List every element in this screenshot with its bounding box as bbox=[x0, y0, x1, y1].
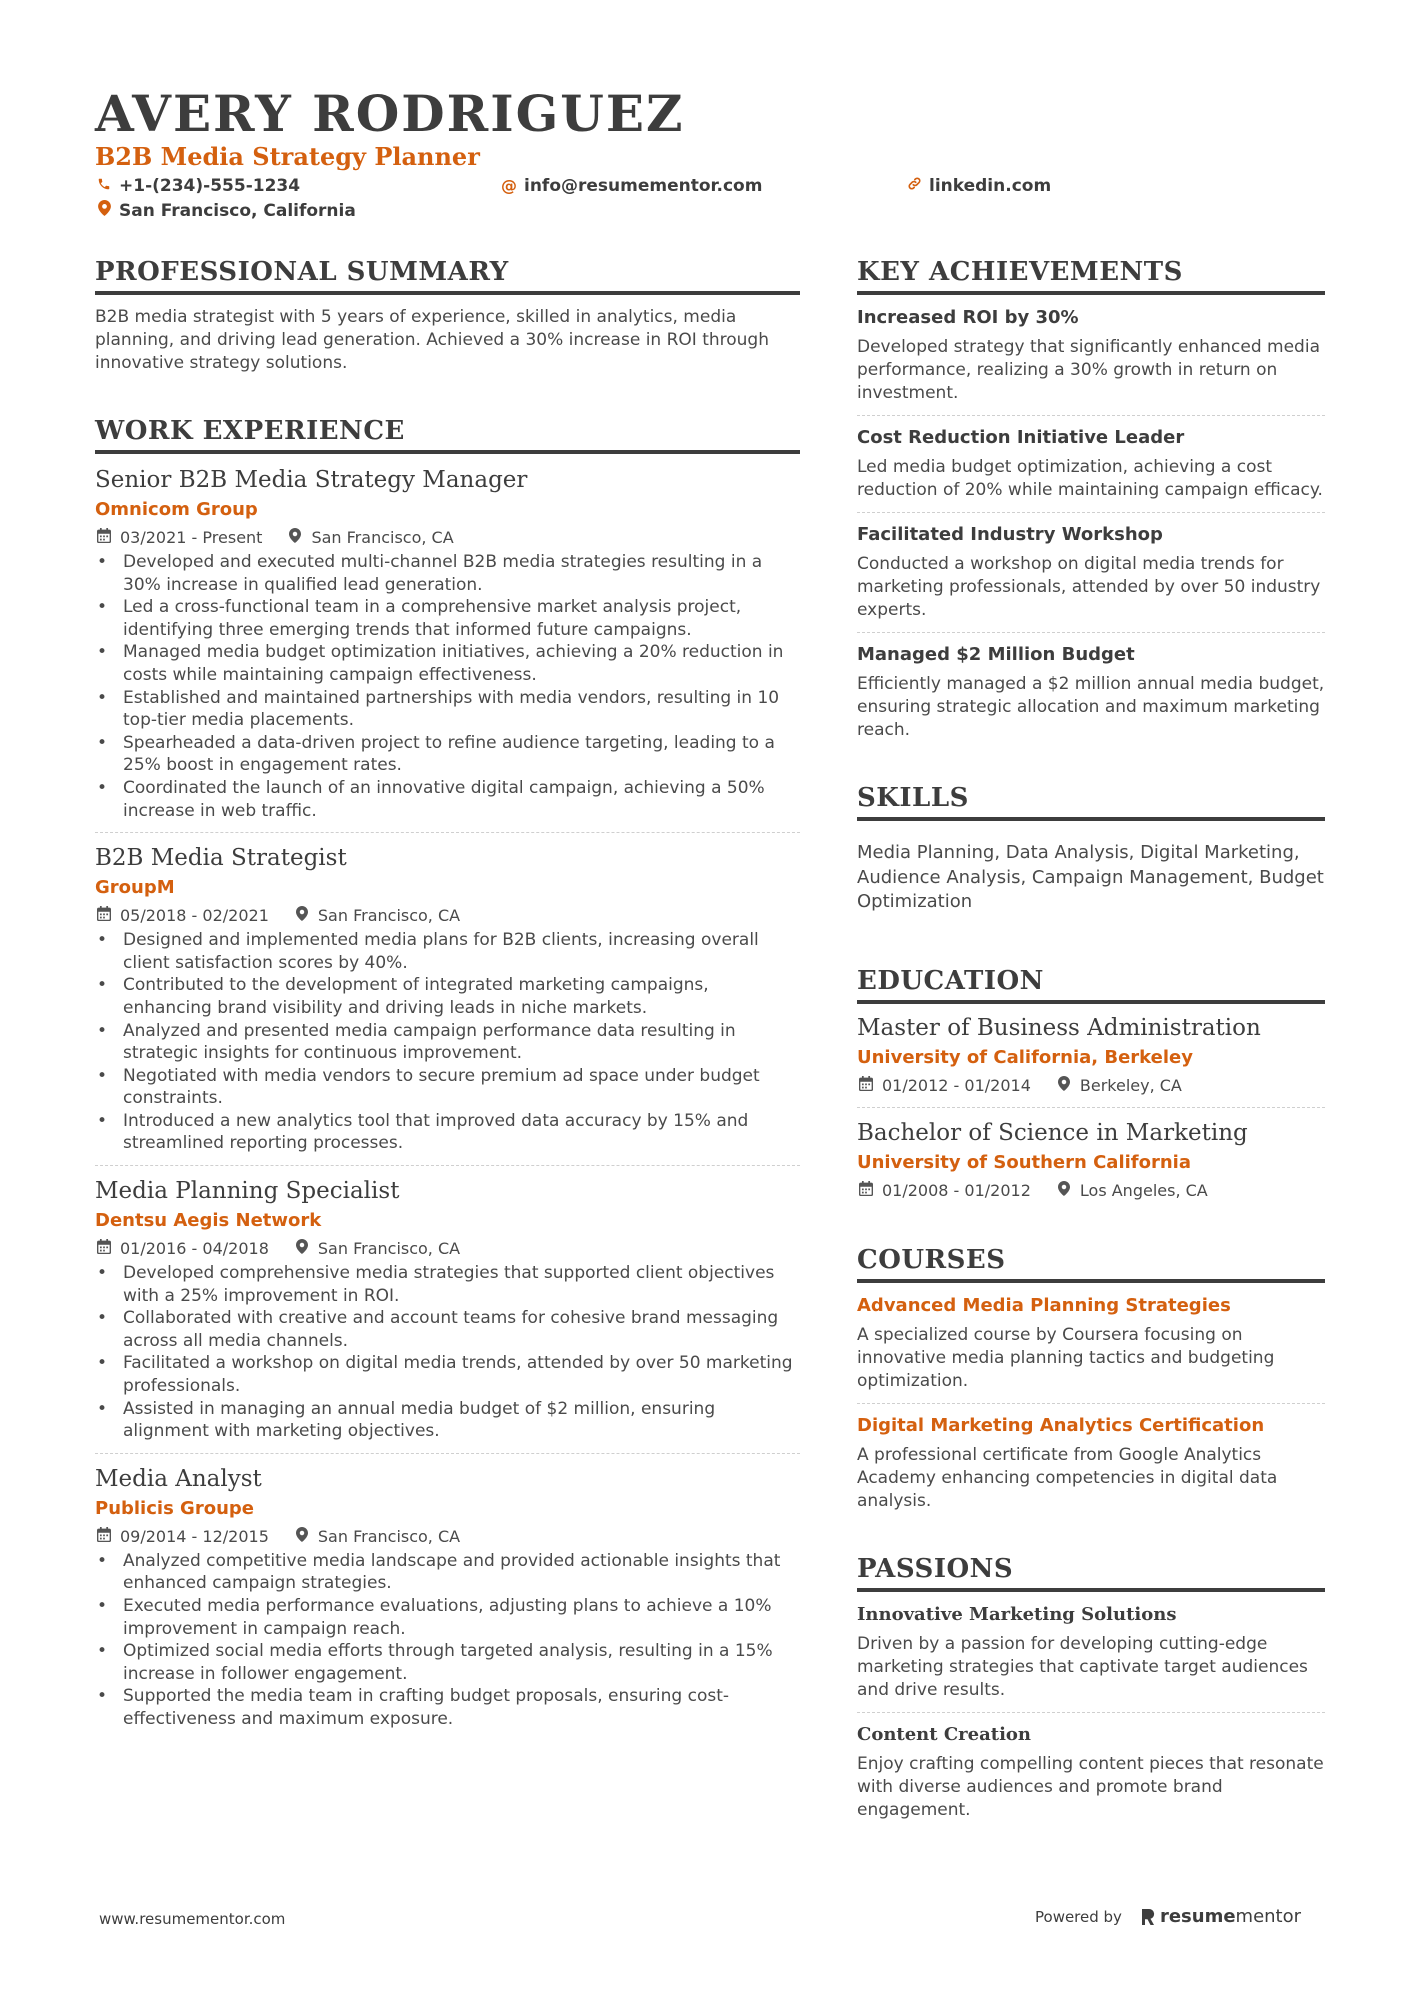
skills-text: Media Planning, Data Analysis, Digital Marketing, Audience Analysis, Campaign Management, Budget Optimization bbox=[857, 842, 1324, 912]
education-section bbox=[857, 965, 1325, 1202]
job-title: B2B Media Strategist bbox=[95, 845, 347, 872]
bullet-item: • Managed media budget optimization initiatives, achieving a 20% reduction in costs while maintaining campaign effectiveness. bbox=[95, 641, 800, 686]
contact-phone[interactable] bbox=[95, 175, 300, 197]
footer-url[interactable]: www.resumementor.com bbox=[99, 1910, 286, 1928]
job-entry bbox=[95, 1176, 800, 1443]
meta-location: San Francisco, CA bbox=[317, 906, 461, 926]
job-title: Media Analyst bbox=[95, 1465, 262, 1492]
divider bbox=[95, 1165, 800, 1166]
divider bbox=[857, 632, 1325, 633]
job-bullets bbox=[95, 1550, 800, 1731]
meta-location: Los Angeles, CA bbox=[1079, 1180, 1208, 1200]
course-text: A professional certificate from Google Analytics Academy enhancing competencies in digital data analysis. bbox=[857, 1444, 1278, 1511]
calendar-icon bbox=[95, 1526, 113, 1548]
date-range: 09/2014 - 12/2015 bbox=[120, 1526, 269, 1546]
achievement-item bbox=[857, 426, 1325, 502]
map-pin-icon bbox=[293, 1526, 311, 1548]
meta-location: San Francisco, CA bbox=[317, 1239, 461, 1259]
left-column bbox=[95, 256, 800, 1731]
link-icon bbox=[905, 175, 923, 197]
skills-section bbox=[857, 782, 1325, 915]
meta-row bbox=[95, 527, 800, 549]
job-title: Senior B2B Media Strategy Manager bbox=[95, 467, 528, 493]
section-title: COURSES bbox=[857, 1244, 1325, 1283]
phone-icon bbox=[95, 175, 113, 197]
achievement-list bbox=[857, 306, 1325, 742]
divider bbox=[857, 415, 1325, 416]
contact-linkedin[interactable] bbox=[905, 175, 1051, 197]
calendar-icon bbox=[857, 1075, 875, 1097]
date-range: 03/2021 - Present bbox=[120, 528, 263, 547]
phone-text: +1-(234)-555-1234 bbox=[119, 176, 301, 196]
bullet-item: • Contributed to the development of integrated marketing campaigns, enhancing brand visibility and driving leads in niche markets. bbox=[95, 974, 800, 1019]
meta-location: Berkeley, CA bbox=[1079, 1075, 1182, 1095]
achievement-text: Efficiently managed a $2 million annual media budget, ensuring strategic allocation and maximum marketing reach. bbox=[857, 674, 1325, 740]
date-range: 05/2018 - 02/2021 bbox=[120, 906, 269, 926]
passion-list bbox=[857, 1603, 1325, 1822]
calendar-icon bbox=[95, 527, 113, 549]
meta-location: San Francisco, CA bbox=[317, 1526, 461, 1546]
bullet-item: • Supported the media team in crafting budget proposals, ensuring cost-effectiveness and maximum exposure. bbox=[95, 1685, 800, 1730]
job-title: Media Planning Specialist bbox=[95, 1178, 400, 1205]
bullet-item: • Negotiated with media vendors to secure premium ad space under budget constraints. bbox=[95, 1065, 800, 1110]
divider bbox=[857, 1107, 1325, 1108]
company-name: Publicis Groupe bbox=[95, 1497, 254, 1519]
bullet-item: • Designed and implemented media plans for B2B clients, increasing overall client satisfaction scores by 40%. bbox=[95, 929, 800, 974]
bullet-item: • Developed and executed multi-channel B2B media strategies resulting in a 30% increase in qualified lead generation. bbox=[95, 551, 800, 596]
passion-title: Innovative Marketing Solutions bbox=[857, 1603, 1177, 1625]
courses-section bbox=[857, 1244, 1325, 1513]
divider bbox=[95, 1453, 800, 1454]
job-entry bbox=[95, 843, 800, 1155]
divider bbox=[857, 1712, 1325, 1713]
achievement-title: Cost Reduction Initiative Leader bbox=[857, 427, 1185, 448]
contact-email[interactable] bbox=[500, 175, 762, 197]
section-title: PASSIONS bbox=[857, 1553, 1325, 1592]
map-pin-icon bbox=[95, 200, 113, 222]
company-name: Dentsu Aegis Network bbox=[95, 1210, 322, 1232]
calendar-icon bbox=[857, 1180, 875, 1202]
meta-row bbox=[95, 1238, 800, 1260]
education-item bbox=[857, 1013, 1325, 1097]
job-bullets bbox=[95, 551, 800, 822]
bullet-item: • Introduced a new analytics tool that improved data accuracy by 15% and streamlined reporting processes. bbox=[95, 1110, 800, 1155]
divider bbox=[857, 1403, 1325, 1404]
achievement-title: Facilitated Industry Workshop bbox=[857, 524, 1163, 545]
section-title: WORK EXPERIENCE bbox=[95, 415, 800, 454]
company-name: GroupM bbox=[95, 877, 175, 899]
passion-item bbox=[857, 1603, 1325, 1702]
powered-by bbox=[1035, 1906, 1301, 1927]
passions-section bbox=[857, 1553, 1325, 1822]
achievements-section bbox=[857, 256, 1325, 742]
job-entry bbox=[95, 1464, 800, 1731]
company-name: Omnicom Group bbox=[95, 499, 258, 520]
passion-item bbox=[857, 1723, 1325, 1822]
bullet-item: • Analyzed and presented media campaign performance data resulting in strategic insights for continuous improvement. bbox=[95, 1020, 800, 1065]
job-list bbox=[95, 465, 800, 1731]
date-range: 01/2008 - 01/2012 bbox=[882, 1180, 1031, 1200]
passion-title: Content Creation bbox=[857, 1723, 1032, 1745]
divider bbox=[95, 832, 800, 833]
map-pin-icon bbox=[1055, 1180, 1073, 1202]
meta-row bbox=[857, 1180, 1325, 1202]
bullet-item: • Led a cross-functional team in a comprehensive market analysis project, identifying three emerging trends that informed future campaigns. bbox=[95, 596, 800, 641]
course-list bbox=[857, 1294, 1325, 1513]
location-text: San Francisco, California bbox=[119, 201, 356, 221]
job-entry bbox=[95, 465, 800, 822]
at-icon: @ bbox=[501, 176, 517, 195]
map-pin-icon bbox=[293, 1238, 311, 1260]
brand-logo[interactable] bbox=[1140, 1906, 1301, 1927]
contact-location bbox=[95, 200, 356, 222]
degree-title: Bachelor of Science in Marketing bbox=[857, 1119, 1248, 1146]
candidate-role: B2B Media Strategy Planner bbox=[95, 142, 480, 171]
bullet-item: • Collaborated with creative and account teams for cohesive brand messaging across all media channels. bbox=[95, 1307, 800, 1352]
achievement-title: Increased ROI by 30% bbox=[857, 307, 1079, 328]
bullet-item: • Spearheaded a data-driven project to refine audience targeting, leading to a 25% boost in engagement rates. bbox=[95, 732, 800, 777]
bullet-item: • Facilitated a workshop on digital media trends, attended by over 50 marketing professionals. bbox=[95, 1352, 800, 1397]
summary-text: B2B media strategist with 5 years of experience, skilled in analytics, media planning, and driving lead generation. Achieved a 30% increase in ROI through innovative strategy solutions. bbox=[95, 307, 769, 373]
experience-section bbox=[95, 415, 800, 1731]
degree-title: Master of Business Administration bbox=[857, 1014, 1261, 1041]
section-title: KEY ACHIEVEMENTS bbox=[857, 256, 1325, 295]
brand-text-bold: resume bbox=[1159, 1906, 1236, 1927]
linkedin-text: linkedin.com bbox=[929, 176, 1052, 196]
education-list bbox=[857, 1013, 1325, 1202]
bullet-item: • Coordinated the launch of an innovative digital campaign, achieving a 50% increase in web traffic. bbox=[95, 777, 800, 822]
achievement-item bbox=[857, 306, 1325, 405]
section-title: SKILLS bbox=[857, 782, 1325, 821]
date-range: 01/2016 - 04/2018 bbox=[120, 1239, 269, 1259]
passion-text: Enjoy crafting compelling content pieces that resonate with diverse audiences and promote brand engagement. bbox=[857, 1753, 1324, 1820]
course-item bbox=[857, 1414, 1325, 1513]
map-pin-icon bbox=[293, 905, 311, 927]
job-bullets bbox=[95, 1262, 800, 1443]
meta-row bbox=[95, 905, 800, 927]
right-column bbox=[857, 256, 1325, 1822]
email-text: info@resumementor.com bbox=[524, 176, 763, 196]
achievement-text: Conducted a workshop on digital media trends for marketing professionals, attended by over 50 industry experts. bbox=[857, 554, 1321, 620]
summary-section bbox=[95, 256, 800, 375]
meta-location: San Francisco, CA bbox=[311, 528, 454, 547]
meta-row bbox=[95, 1526, 800, 1548]
map-pin-icon bbox=[1055, 1075, 1073, 1097]
bullet-item: • Optimized social media efforts through targeted analysis, resulting in a 15% increase in follower engagement. bbox=[95, 1640, 800, 1685]
candidate-name: AVERY RODRIGUEZ bbox=[95, 84, 685, 143]
date-range: 01/2012 - 01/2014 bbox=[882, 1075, 1031, 1095]
course-title: Digital Marketing Analytics Certification bbox=[857, 1414, 1265, 1436]
section-title: EDUCATION bbox=[857, 965, 1325, 1004]
bullet-item: • Assisted in managing an annual media budget of $2 million, ensuring alignment with marketing objectives. bbox=[95, 1398, 800, 1443]
achievement-item bbox=[857, 523, 1325, 622]
brand-text-light: mentor bbox=[1235, 1906, 1302, 1927]
education-item bbox=[857, 1118, 1325, 1202]
calendar-icon bbox=[95, 1238, 113, 1260]
meta-row bbox=[857, 1075, 1325, 1097]
calendar-icon bbox=[95, 905, 113, 927]
school-name: University of California, Berkeley bbox=[857, 1046, 1193, 1068]
achievement-text: Led media budget optimization, achieving a cost reduction of 20% while maintaining campaign efficacy. bbox=[857, 457, 1323, 500]
bullet-item: • Analyzed competitive media landscape and provided actionable insights that enhanced campaign strategies. bbox=[95, 1550, 800, 1595]
passion-text: Driven by a passion for developing cutting-edge marketing strategies that captivate target audiences and drive results. bbox=[857, 1633, 1308, 1700]
course-title: Advanced Media Planning Strategies bbox=[857, 1294, 1231, 1316]
bullet-item: • Executed media performance evaluations, adjusting plans to achieve a 10% improvement in campaign reach. bbox=[95, 1595, 800, 1640]
powered-by-label: Powered by bbox=[1035, 1907, 1122, 1926]
resumementor-logo-icon bbox=[1140, 1907, 1156, 1927]
divider bbox=[857, 512, 1325, 513]
job-bullets bbox=[95, 929, 800, 1155]
course-text: A specialized course by Coursera focusing on innovative media planning tactics and budgeting optimization. bbox=[857, 1324, 1275, 1391]
course-item bbox=[857, 1294, 1325, 1393]
section-title: PROFESSIONAL SUMMARY bbox=[95, 256, 800, 295]
bullet-item: • Established and maintained partnerships with media vendors, resulting in 10 top-tier media placements. bbox=[95, 687, 800, 732]
achievement-text: Developed strategy that significantly enhanced media performance, realizing a 30% growth in return on investment. bbox=[857, 337, 1320, 403]
map-pin-icon bbox=[286, 527, 304, 549]
achievement-title: Managed $2 Million Budget bbox=[857, 644, 1135, 665]
bullet-item: • Developed comprehensive media strategies that supported client objectives with a 25% improvement in ROI. bbox=[95, 1262, 800, 1307]
school-name: University of Southern California bbox=[857, 1151, 1192, 1173]
achievement-item bbox=[857, 643, 1325, 742]
